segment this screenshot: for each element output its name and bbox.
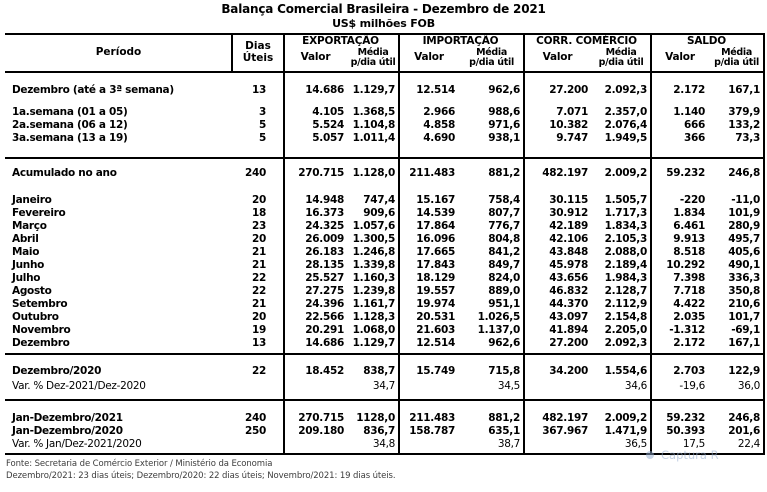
cell-importacao-media: 34,5 xyxy=(497,380,520,392)
cell-periodo: Jan-Dezembro/2020 xyxy=(12,425,123,437)
table-row xyxy=(5,84,763,97)
cell-corrente-media: 36,5 xyxy=(624,438,647,450)
cell-periodo: 3a.semana (13 a 19) xyxy=(12,132,128,144)
cell-saldo-media: 246,8 xyxy=(728,167,760,179)
cell-importacao-valor: 14.539 xyxy=(416,207,455,219)
cell-saldo-valor: 366 xyxy=(683,132,705,144)
cell-importacao-valor: 19.557 xyxy=(416,285,455,297)
cell-exportacao-media: 1.368,5 xyxy=(352,106,395,118)
column-group-importacao xyxy=(398,33,523,71)
cell-corrente-valor: 42.189 xyxy=(549,220,588,232)
cell-importacao-valor: 21.603 xyxy=(416,324,455,336)
cell-exportacao-valor: 16.373 xyxy=(305,207,344,219)
table-row xyxy=(5,285,763,298)
cell-exportacao-media: 34,8 xyxy=(372,438,395,450)
cell-saldo-valor: 59.232 xyxy=(666,412,705,424)
cell-saldo-valor: 1.834 xyxy=(673,207,705,219)
cell-corrente-valor: 43.656 xyxy=(549,272,588,284)
table-row xyxy=(5,412,763,425)
cell-periodo: Dezembro/2020 xyxy=(12,365,102,377)
cell-exportacao-valor: 18.452 xyxy=(305,365,344,377)
cell-corrente-media: 1.554,6 xyxy=(604,365,647,377)
cell-importacao-valor: 15.749 xyxy=(416,365,455,377)
cell-importacao-media: 971,6 xyxy=(488,119,520,131)
cell-periodo: Junho xyxy=(12,259,45,271)
cell-dias-uteis: 240 xyxy=(244,412,266,424)
cell-exportacao-media: 1.246,8 xyxy=(352,246,395,258)
cell-importacao-media: 1.026,5 xyxy=(477,311,520,323)
cell-corrente-media: 2.189,4 xyxy=(604,259,647,271)
cell-importacao-media: 951,1 xyxy=(488,298,520,310)
cell-periodo: Acumulado no ano xyxy=(12,167,117,179)
cell-exportacao-media: 1.239,8 xyxy=(352,285,395,297)
dias-label-line1: Dias xyxy=(245,40,271,52)
cell-saldo-media: 490,1 xyxy=(728,259,760,271)
cell-corrente-media: 2.105,3 xyxy=(604,233,647,245)
cell-corrente-media: 2.088,0 xyxy=(604,246,647,258)
cell-corrente-media: 2.009,2 xyxy=(604,167,647,179)
cell-exportacao-valor: 26.183 xyxy=(305,246,344,258)
cell-corrente-media: 2.009,2 xyxy=(604,412,647,424)
cell-dias-uteis: 3 xyxy=(258,106,266,118)
cell-corrente-valor: 46.832 xyxy=(549,285,588,297)
capture-dot-icon xyxy=(646,451,654,459)
cell-exportacao-valor: 14.686 xyxy=(305,84,344,96)
cell-saldo-valor: -220 xyxy=(679,194,705,206)
cell-periodo: Setembro xyxy=(12,298,68,310)
cell-saldo-media: -69,1 xyxy=(731,324,760,336)
group-title: CORR. COMÉRCIO xyxy=(536,35,637,47)
cell-dias-uteis: 240 xyxy=(244,167,266,179)
table-row xyxy=(5,311,763,324)
cell-importacao-valor: 158.787 xyxy=(409,425,455,437)
cell-saldo-media: 122,9 xyxy=(728,365,760,377)
cell-corrente-valor: 482.197 xyxy=(542,167,588,179)
page-title: Balança Comercial Brasileira - Dezembro de 2021 xyxy=(221,2,546,16)
cell-saldo-media: 101,9 xyxy=(728,207,760,219)
table-row xyxy=(5,337,763,350)
cell-saldo-media: 495,7 xyxy=(728,233,760,245)
cell-dias-uteis: 13 xyxy=(251,84,266,96)
cell-exportacao-valor: 5.524 xyxy=(312,119,344,131)
cell-saldo-valor: 8.518 xyxy=(673,246,705,258)
valor-column-header: Valor xyxy=(665,51,695,63)
cell-exportacao-valor: 25.527 xyxy=(305,272,344,284)
cell-exportacao-media: 1.129,7 xyxy=(352,337,395,349)
cell-corrente-media: 2.092,3 xyxy=(604,84,647,96)
capture-watermark xyxy=(646,448,719,462)
cell-corrente-media: 1.949,5 xyxy=(604,132,647,144)
cell-periodo: Agosto xyxy=(12,285,52,297)
cell-corrente-valor: 482.197 xyxy=(542,412,588,424)
media-column-header: Média p/dia útil xyxy=(714,47,759,68)
cell-exportacao-media: 1.128,0 xyxy=(352,167,395,179)
cell-importacao-valor: 20.531 xyxy=(416,311,455,323)
cell-saldo-valor: -1.312 xyxy=(669,324,705,336)
cell-exportacao-valor: 27.275 xyxy=(305,285,344,297)
cell-dias-uteis xyxy=(233,438,283,451)
cell-dias-uteis: 23 xyxy=(251,220,266,232)
cell-periodo: Março xyxy=(12,220,47,232)
cell-dias-uteis: 21 xyxy=(251,259,266,271)
group-title: EXPORTAÇÃO xyxy=(302,35,379,47)
cell-importacao-media: 776,7 xyxy=(488,220,520,232)
cell-importacao-valor xyxy=(398,380,460,393)
cell-importacao-valor: 4.690 xyxy=(423,132,455,144)
cell-corrente-valor: 27.200 xyxy=(549,337,588,349)
cell-saldo-media: -11,0 xyxy=(731,194,760,206)
cell-importacao-valor: 18.129 xyxy=(416,272,455,284)
table-row xyxy=(5,298,763,311)
cell-periodo: Outubro xyxy=(12,311,59,323)
cell-saldo-valor: -19,6 xyxy=(679,380,705,392)
cell-importacao-valor xyxy=(398,438,460,451)
cell-dias-uteis: 22 xyxy=(251,272,266,284)
cell-saldo-media: 379,9 xyxy=(728,106,760,118)
cell-saldo-valor: 2.703 xyxy=(673,365,705,377)
cell-corrente-media: 2.205,0 xyxy=(604,324,647,336)
cell-importacao-valor: 4.858 xyxy=(423,119,455,131)
cell-periodo: 1a.semana (01 a 05) xyxy=(12,106,128,118)
cell-dias-uteis: 5 xyxy=(258,132,266,144)
cell-dias-uteis: 18 xyxy=(251,207,266,219)
cell-periodo: Dezembro xyxy=(12,337,70,349)
cell-corrente-media: 2.128,7 xyxy=(604,285,647,297)
cell-corrente-valor: 34.200 xyxy=(549,365,588,377)
cell-importacao-media: 841,2 xyxy=(488,246,520,258)
cell-exportacao-valor: 24.325 xyxy=(305,220,344,232)
column-group-exportacao xyxy=(283,33,398,71)
column-group-saldo xyxy=(650,33,763,71)
cell-importacao-valor: 211.483 xyxy=(409,412,455,424)
group-title: IMPORTAÇÃO xyxy=(422,35,499,47)
cell-corrente-valor xyxy=(523,380,592,393)
cell-periodo: Dezembro (até a 3ª semana) xyxy=(12,84,174,96)
cell-saldo-valor: 17,5 xyxy=(682,438,705,450)
cell-saldo-valor: 2.172 xyxy=(673,337,705,349)
cell-saldo-valor: 7.398 xyxy=(673,272,705,284)
cell-saldo-media: 246,8 xyxy=(728,412,760,424)
cell-periodo: Var. % Jan/Dez-2021/2020 xyxy=(12,438,142,450)
cell-importacao-media: 807,7 xyxy=(488,207,520,219)
dias-label-line2: Úteis xyxy=(242,52,274,64)
cell-importacao-valor: 19.974 xyxy=(416,298,455,310)
cell-exportacao-media: 1.068,0 xyxy=(352,324,395,336)
media-column-header: Média p/dia útil xyxy=(469,47,514,68)
cell-exportacao-media: 909,6 xyxy=(363,207,395,219)
cell-corrente-valor xyxy=(523,438,592,451)
table-row xyxy=(5,207,763,220)
cell-saldo-valor: 9.913 xyxy=(673,233,705,245)
cell-periodo: Julho xyxy=(12,272,41,284)
cell-corrente-valor: 7.071 xyxy=(556,106,588,118)
cell-corrente-media: 1.834,3 xyxy=(604,220,647,232)
cell-exportacao-valor: 14.948 xyxy=(305,194,344,206)
cell-exportacao-valor: 270.715 xyxy=(298,412,344,424)
cell-exportacao-media: 1.104,8 xyxy=(352,119,395,131)
table-row xyxy=(5,272,763,285)
cell-saldo-media: 336,3 xyxy=(728,272,760,284)
cell-exportacao-valor: 4.105 xyxy=(312,106,344,118)
cell-importacao-media: 988,6 xyxy=(488,106,520,118)
cell-importacao-media: 881,2 xyxy=(488,412,520,424)
cell-exportacao-valor: 26.009 xyxy=(305,233,344,245)
cell-saldo-valor: 50.393 xyxy=(666,425,705,437)
cell-exportacao-media: 1.129,7 xyxy=(352,84,395,96)
cell-saldo-media: 210,6 xyxy=(728,298,760,310)
cell-importacao-media: 804,8 xyxy=(488,233,520,245)
cell-dias-uteis: 250 xyxy=(244,425,266,437)
cell-exportacao-valor: 5.057 xyxy=(312,132,344,144)
cell-saldo-media: 73,3 xyxy=(735,132,760,144)
cell-corrente-media: 1.984,3 xyxy=(604,272,647,284)
valor-column-header: Valor xyxy=(542,51,573,63)
valor-column-header: Valor xyxy=(414,51,444,63)
cell-corrente-valor: 43.097 xyxy=(549,311,588,323)
cell-corrente-media: 2.112,9 xyxy=(604,298,647,310)
cell-corrente-valor: 41.894 xyxy=(549,324,588,336)
cell-saldo-media: 36,0 xyxy=(737,380,760,392)
cell-corrente-media: 1.505,7 xyxy=(604,194,647,206)
cell-importacao-media: 715,8 xyxy=(488,365,520,377)
cell-corrente-media: 2.357,0 xyxy=(604,106,647,118)
cell-corrente-valor: 30.912 xyxy=(549,207,588,219)
cell-importacao-valor: 17.864 xyxy=(416,220,455,232)
cell-importacao-media: 889,0 xyxy=(488,285,520,297)
cell-periodo: Maio xyxy=(12,246,40,258)
cell-corrente-media: 1.717,3 xyxy=(604,207,647,219)
cell-exportacao-media: 747,4 xyxy=(363,194,395,206)
cell-dias-uteis: 22 xyxy=(251,365,266,377)
cell-saldo-media: 405,6 xyxy=(728,246,760,258)
cell-saldo-valor: 7.718 xyxy=(673,285,705,297)
cell-importacao-media: 635,1 xyxy=(488,425,520,437)
media-column-header: Média p/dia útil xyxy=(598,47,644,68)
cell-dias-uteis: 13 xyxy=(251,337,266,349)
cell-exportacao-valor: 22.566 xyxy=(305,311,344,323)
cell-dias-uteis: 21 xyxy=(251,246,266,258)
table-row xyxy=(5,246,763,259)
cell-saldo-media: 101,7 xyxy=(728,311,760,323)
cell-periodo: 2a.semana (06 a 12) xyxy=(12,119,128,131)
table-row xyxy=(5,194,763,207)
cell-corrente-valor: 10.382 xyxy=(549,119,588,131)
cell-dias-uteis: 22 xyxy=(251,285,266,297)
capture-watermark-label: Captura R xyxy=(661,448,719,462)
cell-importacao-valor: 211.483 xyxy=(409,167,455,179)
cell-exportacao-media: 1.160,3 xyxy=(352,272,395,284)
table-row xyxy=(5,365,763,378)
cell-corrente-valor: 27.200 xyxy=(549,84,588,96)
cell-corrente-valor: 42.106 xyxy=(549,233,588,245)
cell-dias-uteis: 21 xyxy=(251,298,266,310)
cell-exportacao-valor: 14.686 xyxy=(305,337,344,349)
cell-corrente-valor: 44.370 xyxy=(549,298,588,310)
cell-exportacao-media: 1.161,7 xyxy=(352,298,395,310)
page-subtitle: US$ milhões FOB xyxy=(332,17,435,30)
cell-saldo-media: 133,2 xyxy=(728,119,760,131)
cell-saldo-valor: 2.172 xyxy=(673,84,705,96)
cell-saldo-media: 350,8 xyxy=(728,285,760,297)
table-row xyxy=(5,119,763,132)
cell-importacao-valor: 16.096 xyxy=(416,233,455,245)
table-row xyxy=(5,132,763,145)
cell-corrente-valor: 30.115 xyxy=(549,194,588,206)
cell-corrente-valor: 9.747 xyxy=(556,132,588,144)
cell-saldo-media: 280,9 xyxy=(728,220,760,232)
cell-importacao-media: 38,7 xyxy=(497,438,520,450)
cell-corrente-media: 2.092,3 xyxy=(604,337,647,349)
cell-exportacao-media: 1.339,8 xyxy=(352,259,395,271)
cell-importacao-valor: 15.167 xyxy=(416,194,455,206)
cell-exportacao-valor xyxy=(283,380,348,393)
cell-dias-uteis: 20 xyxy=(251,233,266,245)
cell-importacao-valor: 12.514 xyxy=(416,337,455,349)
cell-importacao-media: 758,4 xyxy=(488,194,520,206)
cell-exportacao-media: 838,7 xyxy=(363,365,395,377)
cell-exportacao-media: 34,7 xyxy=(372,380,395,392)
cell-exportacao-valor: 28.135 xyxy=(305,259,344,271)
cell-importacao-media: 849,7 xyxy=(488,259,520,271)
cell-saldo-media: 201,6 xyxy=(728,425,760,437)
cell-importacao-media: 962,6 xyxy=(488,337,520,349)
table-row xyxy=(5,233,763,246)
cell-saldo-valor: 2.035 xyxy=(673,311,705,323)
cell-exportacao-valor xyxy=(283,438,348,451)
cell-saldo-valor: 666 xyxy=(683,119,705,131)
cell-exportacao-valor: 270.715 xyxy=(298,167,344,179)
working-days-note: Dezembro/2021: 23 dias úteis; Dezembro/2020: 22 dias úteis; Novembro/2021: 19 dias úteis. xyxy=(6,471,396,481)
cell-saldo-valor: 10.292 xyxy=(666,259,705,271)
cell-corrente-media: 1.471,9 xyxy=(604,425,647,437)
cell-importacao-valor: 12.514 xyxy=(416,84,455,96)
table-border-right xyxy=(763,33,765,455)
cell-importacao-media: 1.137,0 xyxy=(477,324,520,336)
table-row xyxy=(5,380,763,393)
cell-dias-uteis: 19 xyxy=(251,324,266,336)
cell-dias-uteis: 20 xyxy=(251,311,266,323)
cell-corrente-media: 34,6 xyxy=(624,380,647,392)
valor-column-header: Valor xyxy=(300,51,331,63)
media-column-header: Média p/dia útil xyxy=(350,47,396,68)
cell-importacao-media: 824,0 xyxy=(488,272,520,284)
cell-saldo-valor: 6.461 xyxy=(673,220,705,232)
cell-saldo-media: 22,4 xyxy=(737,438,760,450)
table-row xyxy=(5,220,763,233)
cell-periodo: Abril xyxy=(12,233,39,245)
table-row xyxy=(5,167,763,180)
col-header-dias-uteis xyxy=(233,33,283,71)
cell-corrente-valor: 43.848 xyxy=(549,246,588,258)
cell-saldo-media: 167,1 xyxy=(728,84,760,96)
cell-importacao-media: 881,2 xyxy=(488,167,520,179)
table-row xyxy=(5,259,763,272)
cell-exportacao-media: 1.011,4 xyxy=(352,132,395,144)
cell-saldo-valor: 4.422 xyxy=(673,298,705,310)
cell-corrente-valor: 45.978 xyxy=(549,259,588,271)
cell-corrente-media: 2.154,8 xyxy=(604,311,647,323)
cell-exportacao-valor: 20.291 xyxy=(305,324,344,336)
cell-periodo: Var. % Dez-2021/Dez-2020 xyxy=(12,380,146,392)
table-row xyxy=(5,106,763,119)
cell-periodo: Janeiro xyxy=(12,194,52,206)
cell-importacao-media: 962,6 xyxy=(488,84,520,96)
table-row xyxy=(5,425,763,438)
cell-dias-uteis: 20 xyxy=(251,194,266,206)
group-title: SALDO xyxy=(686,35,727,47)
cell-exportacao-media: 1.128,3 xyxy=(352,311,395,323)
cell-importacao-valor: 17.843 xyxy=(416,259,455,271)
cell-periodo: Novembro xyxy=(12,324,71,336)
cell-corrente-valor: 367.967 xyxy=(542,425,588,437)
cell-importacao-valor: 2.966 xyxy=(423,106,455,118)
cell-saldo-valor: 1.140 xyxy=(673,106,705,118)
cell-saldo-media: 167,1 xyxy=(728,337,760,349)
column-group-corrente-comercio xyxy=(523,33,650,71)
cell-dias-uteis xyxy=(233,380,283,393)
col-header-periodo: Período xyxy=(95,46,142,58)
cell-importacao-media: 938,1 xyxy=(488,132,520,144)
cell-periodo: Jan-Dezembro/2021 xyxy=(12,412,123,424)
cell-exportacao-valor: 209.180 xyxy=(298,425,344,437)
source-note: Fonte: Secretaria de Comércio Exterior / Ministério da Economia xyxy=(6,459,273,469)
cell-corrente-media: 2.076,4 xyxy=(604,119,647,131)
cell-dias-uteis: 5 xyxy=(258,119,266,131)
cell-saldo-valor: 59.232 xyxy=(666,167,705,179)
cell-exportacao-media: 1.300,5 xyxy=(352,233,395,245)
cell-exportacao-media: 1.057,6 xyxy=(352,220,395,232)
cell-exportacao-media: 836,7 xyxy=(363,425,395,437)
cell-exportacao-valor: 24.396 xyxy=(305,298,344,310)
cell-importacao-valor: 17.665 xyxy=(416,246,455,258)
cell-exportacao-media: 1128,0 xyxy=(356,412,395,424)
cell-periodo: Fevereiro xyxy=(12,207,66,219)
table-row xyxy=(5,324,763,337)
